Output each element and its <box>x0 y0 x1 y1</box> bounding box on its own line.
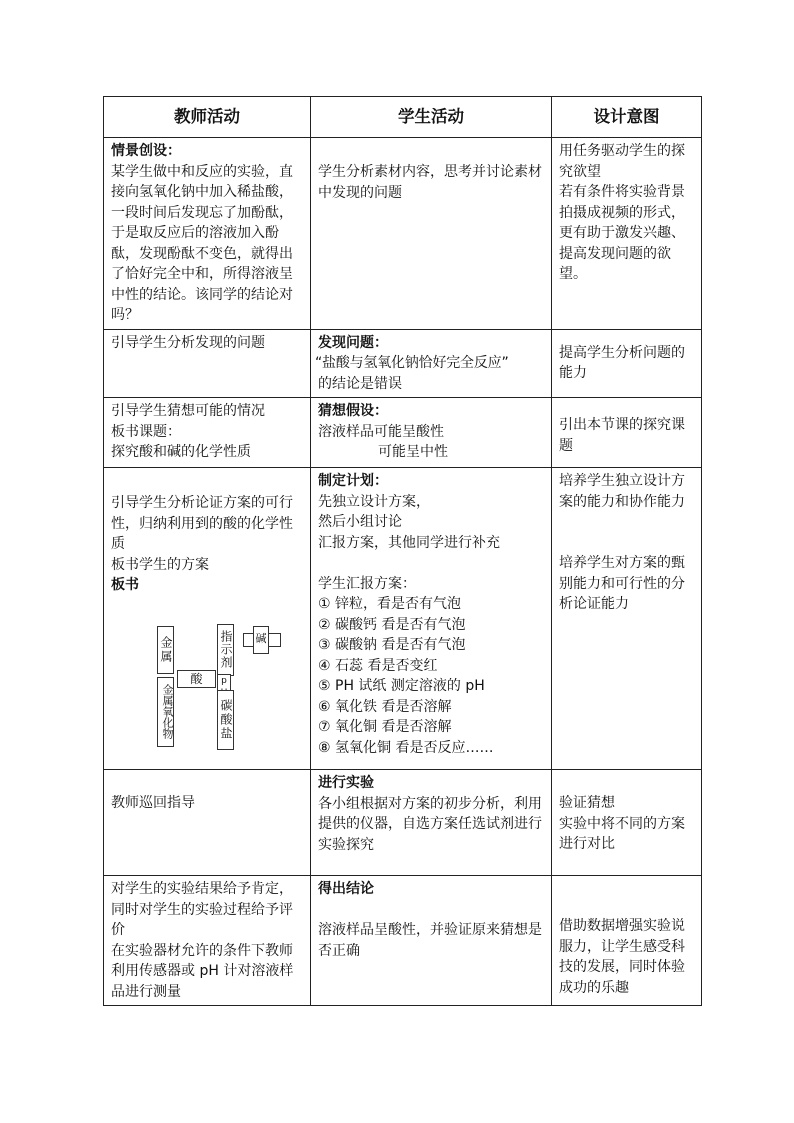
intent-text: 借助数据增强实验说服力，让学生感受科技的发展，同时体验成功的乐趣 <box>559 918 685 996</box>
teacher-cell <box>104 770 311 876</box>
table-row <box>104 468 702 770</box>
header-row <box>104 97 702 138</box>
intent-cell <box>552 329 702 398</box>
teacher-text: 对学生的实验结果给予肯定，同时对学生的实验过程给予评价 <box>111 881 293 938</box>
board-metal: 金属 <box>157 626 174 674</box>
header-teacher: 教师活动 <box>104 97 311 138</box>
student-cell <box>311 138 552 330</box>
report-title: 学生汇报方案： <box>318 575 416 592</box>
intent-text: 提高学生分析问题的能力 <box>559 344 685 381</box>
spacer <box>559 533 695 554</box>
student-cell <box>311 770 552 876</box>
board-indicator: 指示剂 <box>217 624 234 676</box>
section-title: 发现问题： <box>318 334 388 351</box>
section-title: 得出结论 <box>318 881 374 897</box>
board-title: 板书 <box>111 577 139 593</box>
table-row <box>104 329 702 398</box>
board-acid: 酸 <box>177 670 216 688</box>
board-base: 碱 <box>255 631 267 645</box>
teacher-cell <box>104 329 311 398</box>
student-text: 先独立设计方案， <box>318 493 430 510</box>
intent-text: 验证猜想 <box>559 795 615 811</box>
header-student: 学生活动 <box>311 97 552 138</box>
plan-item: ⑤ PH 试纸 测定溶液的 pH <box>318 678 485 694</box>
intent-text: 培养学生对方案的甄别能力和可行性的分析论证能力 <box>559 555 685 612</box>
teacher-cell <box>104 138 311 330</box>
intent-cell <box>552 876 702 1006</box>
student-text: 然后小组讨论 <box>318 514 402 530</box>
section-title: 进行实验 <box>318 775 374 791</box>
table-row <box>104 876 702 1006</box>
header-intent: 设计意图 <box>552 97 702 138</box>
student-text: 各小组根据对方案的初步分析，利用提供的仪器，自选方案任选试剂进行实验探究 <box>318 795 542 853</box>
teacher-text: 板书课题： <box>111 423 181 440</box>
teacher-text: 引导学生猜想可能的情况 <box>111 403 265 419</box>
board-carbonate: 碳酸盐 <box>217 690 234 750</box>
student-text: 溶液样品可能呈酸性 <box>318 423 444 440</box>
teacher-text: 板书学生的方案 <box>111 556 209 573</box>
plan-item: ② 碳酸钙 看是否有气泡 <box>318 616 466 633</box>
blackboard-diagram <box>157 624 347 750</box>
intent-text: 用任务驱动学生的探究欲望 <box>559 143 685 180</box>
plan-item: ④ 石蕊 看是否变红 <box>318 657 438 674</box>
scenario-text: 某学生做中和反应的实验，直接向氢氧化钠中加入稀盐酸，一段时间后发现忘了加酚酞，于是取反应后的溶液加入酚酞，发现酚酞不变色，就得出了恰好完全中和，所得溶液呈中性的结论。该同学的结论对吗？ <box>111 163 293 323</box>
section-title: 制定计划： <box>318 473 388 489</box>
teacher-cell <box>104 398 311 468</box>
intent-text: 培养学生独立设计方案的能力和协作能力 <box>559 473 685 510</box>
spacer <box>318 553 545 574</box>
student-cell <box>311 398 552 468</box>
intent-cell <box>552 468 702 770</box>
student-text: 的结论是错误 <box>318 375 402 392</box>
table-row <box>104 398 702 468</box>
student-cell <box>311 329 552 398</box>
teacher-text: 引导学生分析发现的问题 <box>111 334 265 351</box>
section-title: 猜想假设： <box>318 403 388 419</box>
board-ph: p <box>217 674 231 700</box>
intent-text: 实验中将不同的方案进行对比 <box>559 815 685 852</box>
teacher-cell <box>104 468 311 770</box>
student-quote: “盐酸与氢氧化钠恰好完全反应” <box>315 355 509 371</box>
student-text: 汇报方案，其他同学进行补充 <box>318 534 500 551</box>
teacher-cell <box>104 876 311 1006</box>
plan-item: ⑦ 氧化铜 看是否溶解 <box>318 719 452 735</box>
board-base-cross <box>243 626 281 654</box>
board-metal-oxide: 金属氧化物 <box>157 677 174 747</box>
student-text: 溶液样品呈酸性，并验证原来猜想是否正确 <box>318 922 542 959</box>
table-row <box>104 138 702 330</box>
plan-item: ⑥ 氧化铁 看是否溶解 <box>318 698 452 715</box>
plan-item: ⑧ 氢氧化铜 看是否反应…… <box>318 739 494 756</box>
intent-cell <box>552 770 702 876</box>
table-row <box>104 770 702 876</box>
intent-text: 引出本节课的探究课题 <box>559 417 685 454</box>
student-cell <box>311 876 552 1006</box>
section-title: 情景创设： <box>111 143 181 159</box>
intent-cell <box>552 398 702 468</box>
student-text: 可能呈中性 <box>378 444 448 460</box>
student-text: 学生分析素材内容，思考并讨论素材中发现的问题 <box>318 164 542 201</box>
intent-text: 若有条件将实验背景拍摄成视频的形式，更有助于激发兴趣、提高发现问题的欲望。 <box>559 184 685 282</box>
plan-item: ③ 碳酸钠 看是否有气泡 <box>318 637 466 653</box>
spacer <box>318 900 545 921</box>
spacer <box>559 512 695 533</box>
lesson-topic: 探究酸和碱的化学性质 <box>111 444 251 460</box>
teacher-text: 在实验器材允许的条件下教师利用传感器或 pH 计对溶液样品进行测量 <box>111 942 294 1000</box>
plan-item: ① 锌粒，看是否有气泡 <box>318 596 462 612</box>
teacher-text: 引导学生分析论证方案的可行性，归纳利用到的酸的化学性质 <box>111 495 293 552</box>
lesson-plan-table <box>103 96 702 1006</box>
teacher-text: 教师巡回指导 <box>111 795 195 811</box>
intent-cell <box>552 138 702 330</box>
